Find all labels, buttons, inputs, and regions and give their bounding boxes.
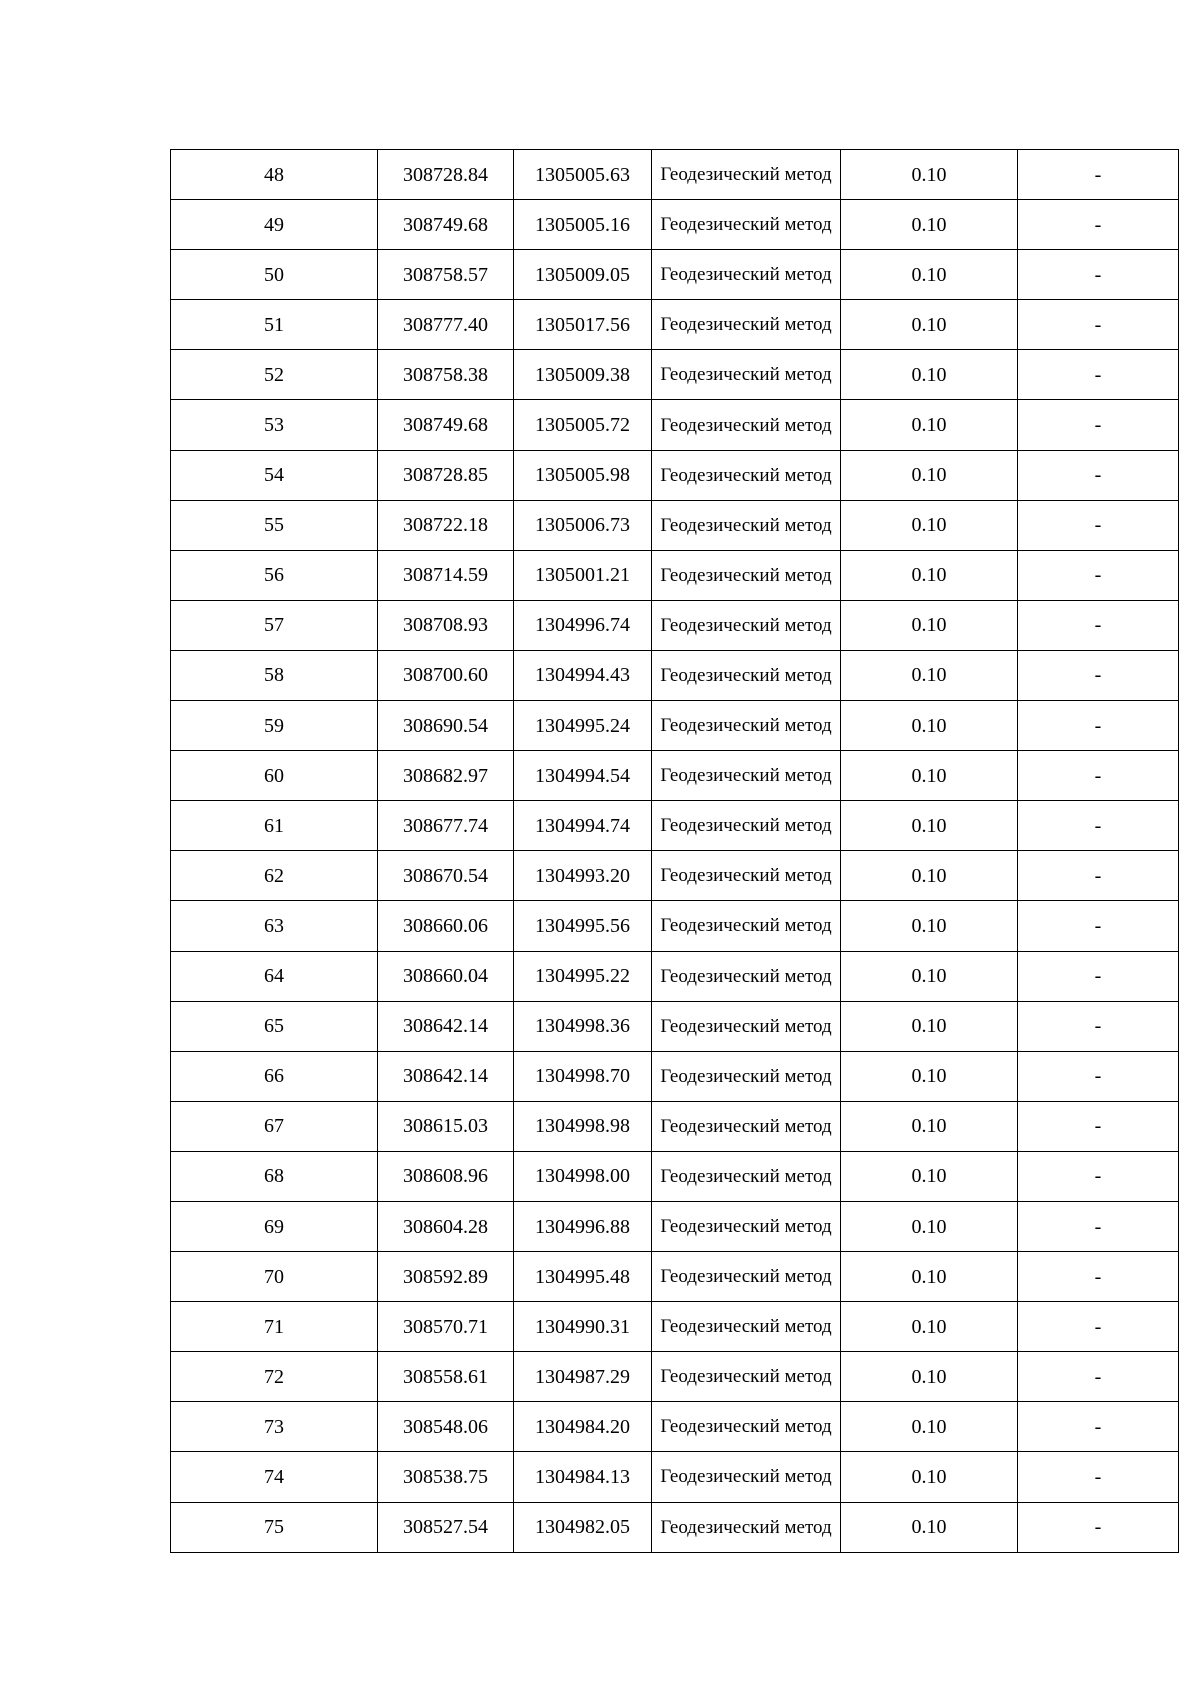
table-row (171, 1001, 1179, 1051)
method-cell: Геодезический метод (652, 1452, 841, 1502)
note-cell: - (1018, 1402, 1179, 1452)
point-number-cell: 58 (171, 650, 378, 700)
point-number-cell: 56 (171, 550, 378, 600)
y-coordinate-cell: 1304995.56 (514, 901, 652, 951)
note-cell: - (1018, 600, 1179, 650)
table-row (171, 1151, 1179, 1201)
note-cell: - (1018, 901, 1179, 951)
method-cell: Геодезический метод (652, 650, 841, 700)
table-row (171, 600, 1179, 650)
point-number-cell: 74 (171, 1452, 378, 1502)
table-row (171, 250, 1179, 300)
accuracy-cell: 0.10 (841, 400, 1018, 450)
y-coordinate-cell: 1305005.72 (514, 400, 652, 450)
table-row (171, 1252, 1179, 1302)
y-coordinate-cell: 1304996.88 (514, 1201, 652, 1251)
method-cell: Геодезический метод (652, 851, 841, 901)
method-cell: Геодезический метод (652, 1101, 841, 1151)
point-number-cell: 52 (171, 350, 378, 400)
y-coordinate-cell: 1304994.43 (514, 650, 652, 700)
accuracy-cell: 0.10 (841, 951, 1018, 1001)
accuracy-cell: 0.10 (841, 1252, 1018, 1302)
y-coordinate-cell: 1304995.22 (514, 951, 652, 1001)
table-row (171, 901, 1179, 951)
x-coordinate-cell: 308749.68 (378, 400, 514, 450)
x-coordinate-cell: 308642.14 (378, 1001, 514, 1051)
method-cell: Геодезический метод (652, 600, 841, 650)
accuracy-cell: 0.10 (841, 1151, 1018, 1201)
table-row (171, 1101, 1179, 1151)
table-row (171, 150, 1179, 200)
point-number-cell: 70 (171, 1252, 378, 1302)
point-number-cell: 55 (171, 500, 378, 550)
table-row (171, 851, 1179, 901)
x-coordinate-cell: 308758.38 (378, 350, 514, 400)
method-cell: Геодезический метод (652, 350, 841, 400)
x-coordinate-cell: 308708.93 (378, 600, 514, 650)
accuracy-cell: 0.10 (841, 200, 1018, 250)
accuracy-cell: 0.10 (841, 600, 1018, 650)
method-cell: Геодезический метод (652, 1402, 841, 1452)
note-cell: - (1018, 701, 1179, 751)
table-row (171, 1502, 1179, 1552)
point-number-cell: 73 (171, 1402, 378, 1452)
y-coordinate-cell: 1305009.05 (514, 250, 652, 300)
method-cell: Геодезический метод (652, 450, 841, 500)
accuracy-cell: 0.10 (841, 751, 1018, 801)
y-coordinate-cell: 1304998.98 (514, 1101, 652, 1151)
y-coordinate-cell: 1304994.74 (514, 801, 652, 851)
note-cell: - (1018, 1101, 1179, 1151)
accuracy-cell: 0.10 (841, 1352, 1018, 1402)
note-cell: - (1018, 751, 1179, 801)
point-number-cell: 60 (171, 751, 378, 801)
method-cell: Геодезический метод (652, 200, 841, 250)
point-number-cell: 63 (171, 901, 378, 951)
point-number-cell: 67 (171, 1101, 378, 1151)
coordinates-table (170, 149, 1179, 1553)
y-coordinate-cell: 1305017.56 (514, 300, 652, 350)
point-number-cell: 65 (171, 1001, 378, 1051)
accuracy-cell: 0.10 (841, 1201, 1018, 1251)
note-cell: - (1018, 1001, 1179, 1051)
x-coordinate-cell: 308758.57 (378, 250, 514, 300)
note-cell: - (1018, 550, 1179, 600)
note-cell: - (1018, 500, 1179, 550)
method-cell: Геодезический метод (652, 1001, 841, 1051)
y-coordinate-cell: 1305005.63 (514, 150, 652, 200)
point-number-cell: 71 (171, 1302, 378, 1352)
y-coordinate-cell: 1304996.74 (514, 600, 652, 650)
y-coordinate-cell: 1304998.70 (514, 1051, 652, 1101)
table-row (171, 1051, 1179, 1101)
accuracy-cell: 0.10 (841, 1452, 1018, 1502)
y-coordinate-cell: 1305009.38 (514, 350, 652, 400)
accuracy-cell: 0.10 (841, 1302, 1018, 1352)
method-cell: Геодезический метод (652, 1252, 841, 1302)
method-cell: Геодезический метод (652, 1051, 841, 1101)
method-cell: Геодезический метод (652, 951, 841, 1001)
method-cell: Геодезический метод (652, 901, 841, 951)
method-cell: Геодезический метод (652, 701, 841, 751)
accuracy-cell: 0.10 (841, 150, 1018, 200)
y-coordinate-cell: 1304982.05 (514, 1502, 652, 1552)
table-row (171, 550, 1179, 600)
y-coordinate-cell: 1304984.20 (514, 1402, 652, 1452)
x-coordinate-cell: 308714.59 (378, 550, 514, 600)
y-coordinate-cell: 1304998.36 (514, 1001, 652, 1051)
x-coordinate-cell: 308538.75 (378, 1452, 514, 1502)
table-row (171, 1452, 1179, 1502)
method-cell: Геодезический метод (652, 300, 841, 350)
accuracy-cell: 0.10 (841, 1051, 1018, 1101)
point-number-cell: 51 (171, 300, 378, 350)
accuracy-cell: 0.10 (841, 250, 1018, 300)
accuracy-cell: 0.10 (841, 1001, 1018, 1051)
note-cell: - (1018, 1051, 1179, 1101)
method-cell: Геодезический метод (652, 1302, 841, 1352)
y-coordinate-cell: 1304995.24 (514, 701, 652, 751)
accuracy-cell: 0.10 (841, 851, 1018, 901)
x-coordinate-cell: 308682.97 (378, 751, 514, 801)
note-cell: - (1018, 350, 1179, 400)
note-cell: - (1018, 1151, 1179, 1201)
point-number-cell: 57 (171, 600, 378, 650)
y-coordinate-cell: 1305005.98 (514, 450, 652, 500)
note-cell: - (1018, 1302, 1179, 1352)
x-coordinate-cell: 308558.61 (378, 1352, 514, 1402)
table-row (171, 1352, 1179, 1402)
table-row (171, 450, 1179, 500)
x-coordinate-cell: 308592.89 (378, 1252, 514, 1302)
x-coordinate-cell: 308690.54 (378, 701, 514, 751)
note-cell: - (1018, 1252, 1179, 1302)
y-coordinate-cell: 1305005.16 (514, 200, 652, 250)
y-coordinate-cell: 1305006.73 (514, 500, 652, 550)
point-number-cell: 72 (171, 1352, 378, 1402)
table-row (171, 1302, 1179, 1352)
table-row (171, 701, 1179, 751)
note-cell: - (1018, 1452, 1179, 1502)
point-number-cell: 66 (171, 1051, 378, 1101)
x-coordinate-cell: 308722.18 (378, 500, 514, 550)
x-coordinate-cell: 308642.14 (378, 1051, 514, 1101)
accuracy-cell: 0.10 (841, 1101, 1018, 1151)
y-coordinate-cell: 1304994.54 (514, 751, 652, 801)
accuracy-cell: 0.10 (841, 801, 1018, 851)
point-number-cell: 59 (171, 701, 378, 751)
method-cell: Геодезический метод (652, 550, 841, 600)
accuracy-cell: 0.10 (841, 701, 1018, 751)
x-coordinate-cell: 308777.40 (378, 300, 514, 350)
x-coordinate-cell: 308527.54 (378, 1502, 514, 1552)
note-cell: - (1018, 400, 1179, 450)
x-coordinate-cell: 308700.60 (378, 650, 514, 700)
table-row (171, 200, 1179, 250)
point-number-cell: 64 (171, 951, 378, 1001)
table-row (171, 801, 1179, 851)
point-number-cell: 62 (171, 851, 378, 901)
note-cell: - (1018, 801, 1179, 851)
y-coordinate-cell: 1304990.31 (514, 1302, 652, 1352)
x-coordinate-cell: 308604.28 (378, 1201, 514, 1251)
accuracy-cell: 0.10 (841, 350, 1018, 400)
point-number-cell: 75 (171, 1502, 378, 1552)
x-coordinate-cell: 308728.85 (378, 450, 514, 500)
note-cell: - (1018, 1352, 1179, 1402)
accuracy-cell: 0.10 (841, 1402, 1018, 1452)
note-cell: - (1018, 650, 1179, 700)
y-coordinate-cell: 1304993.20 (514, 851, 652, 901)
table-row (171, 350, 1179, 400)
coordinates-table-body (171, 150, 1179, 1553)
method-cell: Геодезический метод (652, 1502, 841, 1552)
x-coordinate-cell: 308660.04 (378, 951, 514, 1001)
point-number-cell: 68 (171, 1151, 378, 1201)
x-coordinate-cell: 308749.68 (378, 200, 514, 250)
table-row (171, 1402, 1179, 1452)
x-coordinate-cell: 308660.06 (378, 901, 514, 951)
table-row (171, 400, 1179, 450)
accuracy-cell: 0.10 (841, 1502, 1018, 1552)
method-cell: Геодезический метод (652, 751, 841, 801)
x-coordinate-cell: 308670.54 (378, 851, 514, 901)
point-number-cell: 61 (171, 801, 378, 851)
method-cell: Геодезический метод (652, 1352, 841, 1402)
x-coordinate-cell: 308728.84 (378, 150, 514, 200)
accuracy-cell: 0.10 (841, 901, 1018, 951)
note-cell: - (1018, 851, 1179, 901)
point-number-cell: 69 (171, 1201, 378, 1251)
note-cell: - (1018, 300, 1179, 350)
table-row (171, 1201, 1179, 1251)
accuracy-cell: 0.10 (841, 550, 1018, 600)
y-coordinate-cell: 1304998.00 (514, 1151, 652, 1201)
x-coordinate-cell: 308570.71 (378, 1302, 514, 1352)
note-cell: - (1018, 1502, 1179, 1552)
x-coordinate-cell: 308677.74 (378, 801, 514, 851)
accuracy-cell: 0.10 (841, 650, 1018, 700)
point-number-cell: 54 (171, 450, 378, 500)
y-coordinate-cell: 1304984.13 (514, 1452, 652, 1502)
y-coordinate-cell: 1304987.29 (514, 1352, 652, 1402)
accuracy-cell: 0.10 (841, 450, 1018, 500)
note-cell: - (1018, 200, 1179, 250)
table-row (171, 500, 1179, 550)
accuracy-cell: 0.10 (841, 300, 1018, 350)
note-cell: - (1018, 450, 1179, 500)
x-coordinate-cell: 308608.96 (378, 1151, 514, 1201)
x-coordinate-cell: 308615.03 (378, 1101, 514, 1151)
x-coordinate-cell: 308548.06 (378, 1402, 514, 1452)
method-cell: Геодезический метод (652, 400, 841, 450)
accuracy-cell: 0.10 (841, 500, 1018, 550)
point-number-cell: 53 (171, 400, 378, 450)
method-cell: Геодезический метод (652, 250, 841, 300)
point-number-cell: 49 (171, 200, 378, 250)
point-number-cell: 48 (171, 150, 378, 200)
table-row (171, 751, 1179, 801)
table-row (171, 951, 1179, 1001)
method-cell: Геодезический метод (652, 801, 841, 851)
table-row (171, 300, 1179, 350)
note-cell: - (1018, 150, 1179, 200)
method-cell: Геодезический метод (652, 500, 841, 550)
note-cell: - (1018, 250, 1179, 300)
method-cell: Геодезический метод (652, 1151, 841, 1201)
note-cell: - (1018, 1201, 1179, 1251)
table-row (171, 650, 1179, 700)
point-number-cell: 50 (171, 250, 378, 300)
method-cell: Геодезический метод (652, 150, 841, 200)
y-coordinate-cell: 1304995.48 (514, 1252, 652, 1302)
y-coordinate-cell: 1305001.21 (514, 550, 652, 600)
note-cell: - (1018, 951, 1179, 1001)
method-cell: Геодезический метод (652, 1201, 841, 1251)
